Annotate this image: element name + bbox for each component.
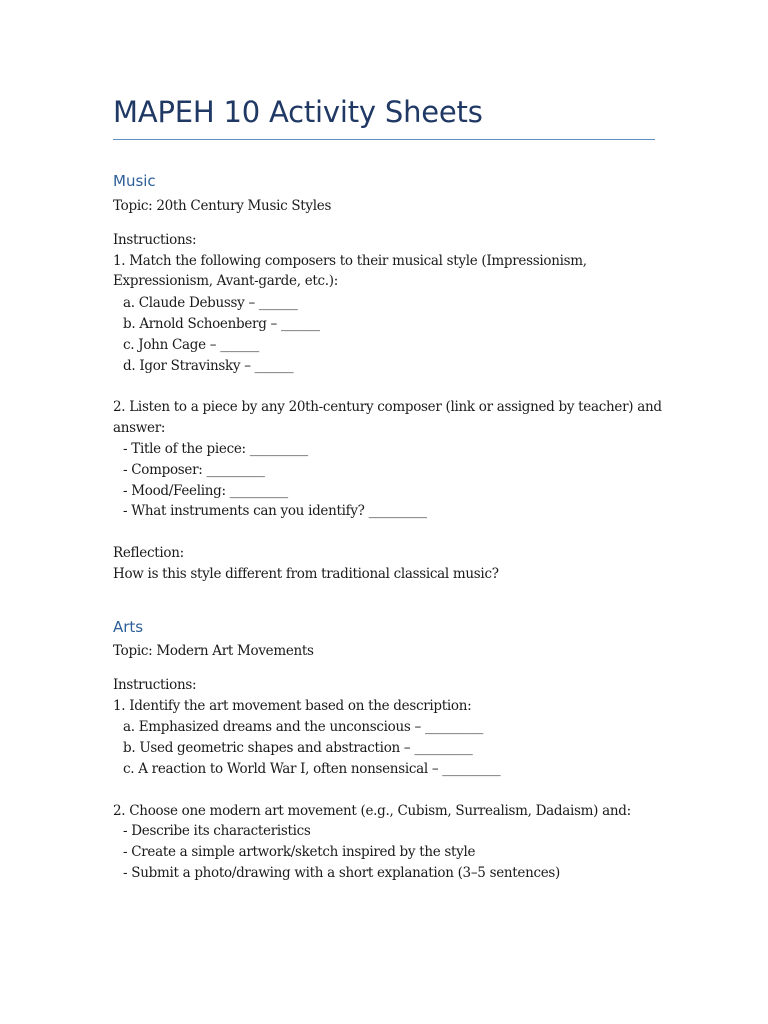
- music-question-2-line-1: 2. Listen to a piece by any 20th-century composer (link or assigned by teacher) and: [113, 399, 662, 415]
- arts-heading: Arts: [113, 618, 144, 636]
- document-title: MAPEH 10 Activity Sheets: [113, 95, 483, 129]
- music-q1-item-c: c. John Cage – ______: [123, 337, 259, 353]
- music-topic: Topic: 20th Century Music Styles: [113, 198, 332, 214]
- arts-q2-item-create: - Create a simple artwork/sketch inspired by the style: [123, 844, 476, 860]
- music-q2-item-mood: - Mood/Feeling: _________: [123, 483, 288, 499]
- title-underline: [113, 139, 655, 140]
- arts-question-1-line-1: 1. Identify the art movement based on the description:: [113, 698, 472, 714]
- arts-q2-item-describe: - Describe its characteristics: [123, 823, 311, 839]
- music-question-2-line-2: answer:: [113, 420, 166, 436]
- arts-q2-item-submit: - Submit a photo/drawing with a short explanation (3–5 sentences): [123, 865, 561, 881]
- music-q1-item-a: a. Claude Debussy – ______: [123, 295, 298, 311]
- arts-q1-item-b: b. Used geometric shapes and abstraction – _________: [123, 740, 473, 756]
- music-q2-item-instruments: - What instruments can you identify? _________: [123, 503, 427, 519]
- music-question-1-line-1: 1. Match the following composers to their musical style (Impressionism,: [113, 253, 587, 269]
- music-reflection-text: How is this style different from traditional classical music?: [113, 566, 499, 582]
- arts-question-2-line-1: 2. Choose one modern art movement (e.g., Cubism, Surrealism, Dadaism) and:: [113, 803, 631, 819]
- music-q1-item-d: d. Igor Stravinsky – ______: [123, 358, 294, 374]
- arts-topic: Topic: Modern Art Movements: [113, 643, 314, 659]
- arts-instructions-label: Instructions:: [113, 677, 197, 693]
- music-q2-item-title: - Title of the piece: _________: [123, 441, 308, 457]
- music-instructions-label: Instructions:: [113, 232, 197, 248]
- music-q1-item-b: b. Arnold Schoenberg – ______: [123, 316, 320, 332]
- music-question-1-line-2: Expressionism, Avant-garde, etc.):: [113, 273, 338, 289]
- arts-q1-item-a: a. Emphasized dreams and the unconscious – _________: [123, 719, 483, 735]
- music-reflection-label: Reflection:: [113, 545, 184, 561]
- music-heading: Music: [113, 172, 156, 190]
- music-q2-item-composer: - Composer: _________: [123, 462, 265, 478]
- arts-q1-item-c: c. A reaction to World War I, often nonsensical – _________: [123, 761, 501, 777]
